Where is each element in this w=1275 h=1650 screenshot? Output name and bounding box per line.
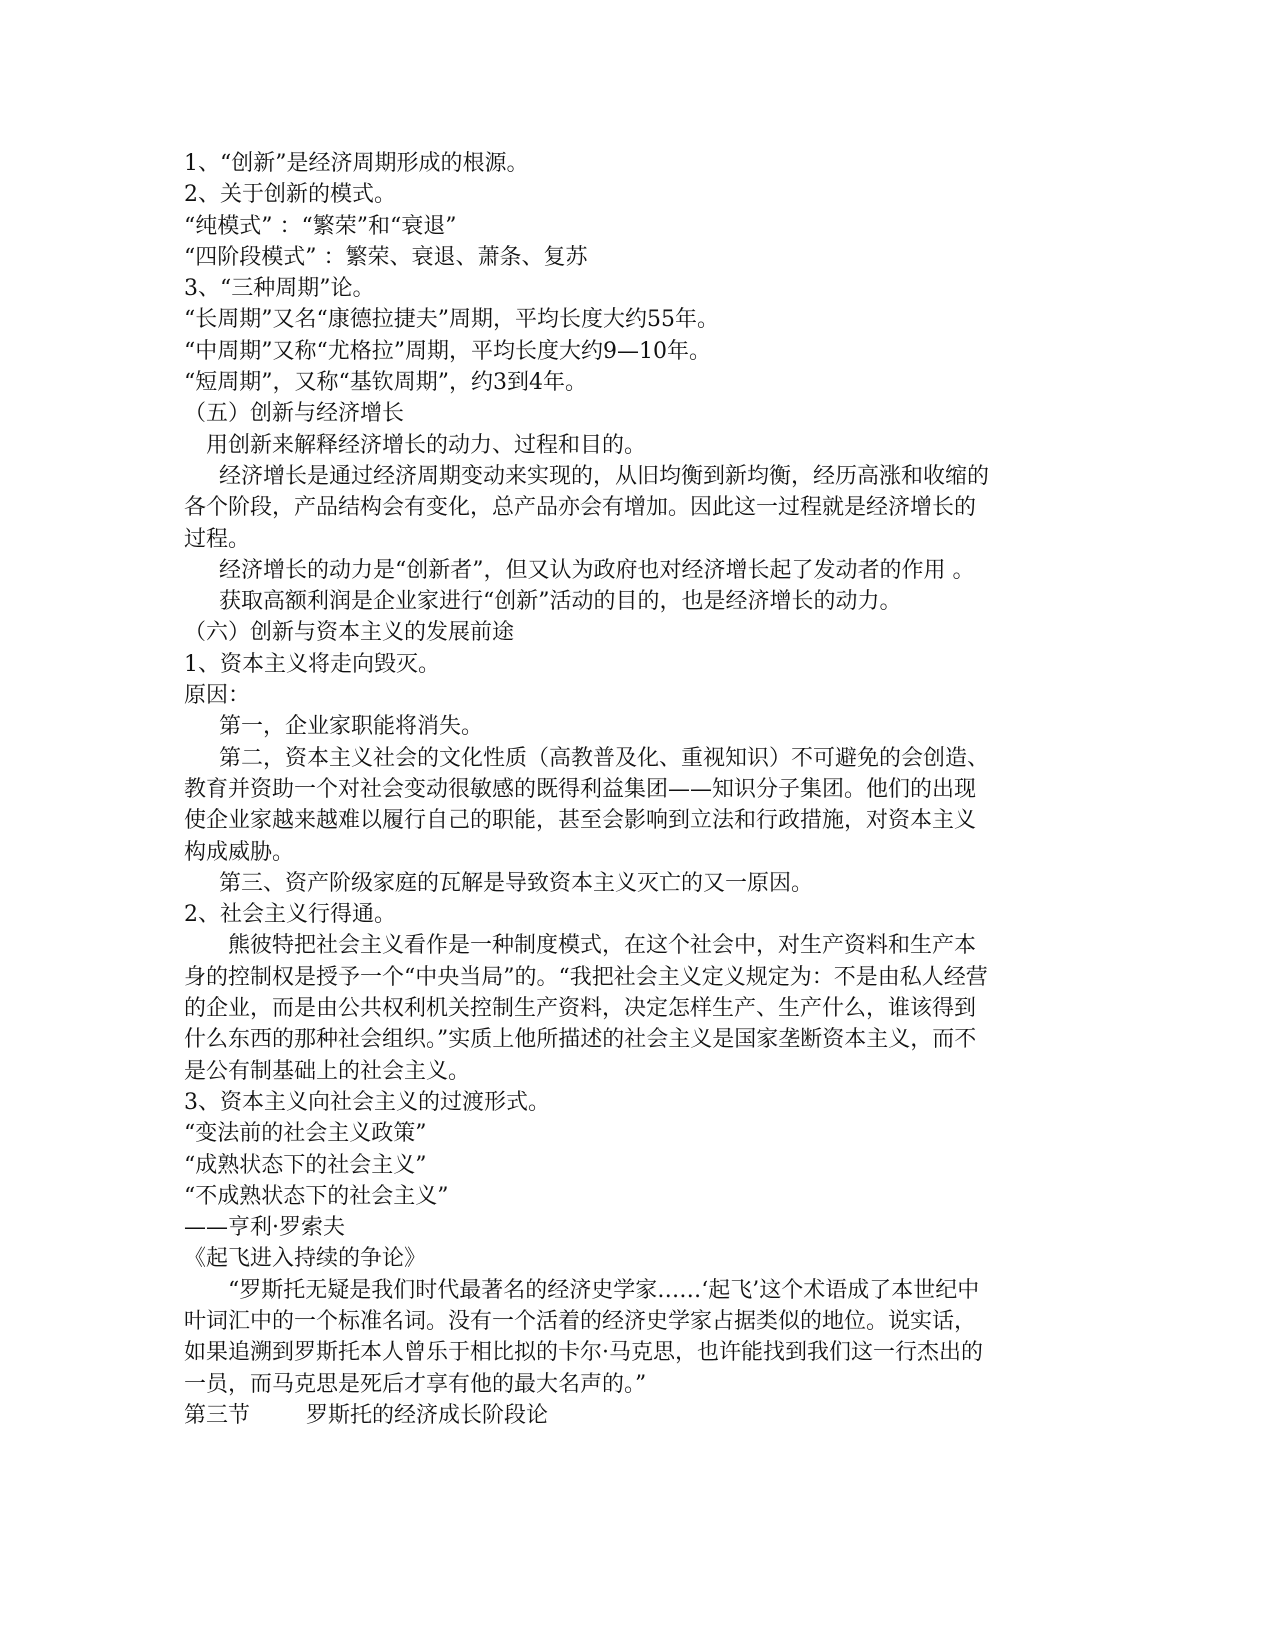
text-line: 第二，资本主义社会的文化性质（高教普及化、重视知识）不可避免的会创造、 bbox=[219, 745, 990, 771]
text-line: 获取高额利润是企业家进行“创新”活动的目的，也是经济增长的动力。 bbox=[219, 589, 902, 615]
text-line: 第三节 罗斯托的经济成长阶段论 bbox=[184, 1402, 548, 1428]
text-line: “成熟状态下的社会主义” bbox=[184, 1152, 427, 1178]
text-line: 原因： bbox=[184, 683, 251, 709]
text-line: 3、“三种周期”论。 bbox=[184, 276, 375, 302]
text-line: 第一，企业家职能将消失。 bbox=[219, 714, 484, 740]
text-line: 经济增长是通过经济周期变动来实现的，从旧均衡到新均衡，经历高涨和收缩的 bbox=[219, 463, 990, 489]
text-line: 是公有制基础上的社会主义。 bbox=[184, 1058, 471, 1084]
text-line: “长周期”又名“康德拉捷夫”周期，平均长度大约55年。 bbox=[184, 307, 719, 333]
text-line: 的企业，而是由公共权利机关控制生产资料，决定怎样生产、生产什么，谁该得到 bbox=[184, 996, 977, 1022]
text-line: “四阶段模式” ：繁荣、衰退、萧条、复苏 bbox=[184, 244, 588, 270]
text-line: 经济增长的动力是“创新者”，但又认为政府也对经济增长起了发动者的作用 。 bbox=[219, 557, 975, 583]
text-line: 如果追溯到罗斯托本人曾乐于相比拟的卡尔·马克思，也许能找到我们这一行杰出的 bbox=[184, 1340, 983, 1366]
text-line: 3、资本主义向社会主义的过渡形式。 bbox=[184, 1089, 550, 1115]
text-line: （五）创新与经济增长 bbox=[184, 401, 405, 427]
text-line: “中周期”又称“尤格拉”周期，平均长度大约9—10年。 bbox=[184, 338, 711, 364]
text-line: （六）创新与资本主义的发展前途 bbox=[184, 620, 515, 646]
text-line: 熊彼特把社会主义看作是一种制度模式，在这个社会中，对生产资料和生产本 bbox=[228, 933, 977, 959]
text-line: 构成威胁。 bbox=[184, 839, 295, 865]
text-line: 一员，而马克思是死后才享有他的最大名声的。” bbox=[184, 1371, 647, 1397]
text-line: 用创新来解释经济增长的动力、过程和目的。 bbox=[206, 432, 647, 458]
text-line: “罗斯托无疑是我们时代最著名的经济史学家……‘起飞’这个术语成了本世纪中 bbox=[228, 1277, 980, 1303]
text-line: “变法前的社会主义政策” bbox=[184, 1121, 427, 1147]
text-line: 使企业家越来越难以履行自己的职能，甚至会影响到立法和行政措施，对资本主义 bbox=[184, 808, 977, 834]
text-line: ——亨利·罗索夫 bbox=[184, 1215, 345, 1241]
text-line: 什么东西的那种社会组织。”实质上他所描述的社会主义是国家垄断资本主义，而不 bbox=[184, 1027, 977, 1053]
text-line: 各个阶段，产品结构会有变化，总产品亦会有增加。因此这一过程就是经济增长的 bbox=[184, 495, 977, 521]
text-line: 身的控制权是授予一个“中央当局”的。“我把社会主义定义规定为：不是由私人经营 bbox=[184, 964, 988, 990]
text-line: “纯模式” ：“繁荣”和“衰退” bbox=[184, 213, 457, 239]
text-line: 第三、资产阶级家庭的瓦解是导致资本主义灭亡的又一原因。 bbox=[219, 870, 814, 896]
text-line: 2、社会主义行得通。 bbox=[184, 902, 396, 928]
text-line: 2、关于创新的模式。 bbox=[184, 182, 396, 208]
text-line: 教育并资助一个对社会变动很敏感的既得利益集团——知识分子集团。他们的出现 bbox=[184, 776, 977, 802]
document-page bbox=[184, 148, 1084, 1431]
text-line: 《起飞进入持续的争论》 bbox=[184, 1246, 427, 1272]
text-line: “短周期”，又称“基钦周期”，约3到4年。 bbox=[184, 370, 587, 396]
text-line: 过程。 bbox=[184, 526, 251, 552]
text-line: 1、资本主义将走向毁灭。 bbox=[184, 651, 440, 677]
text-line: 叶词汇中的一个标准名词。没有一个活着的经济史学家占据类似的地位。说实话， bbox=[184, 1308, 977, 1334]
text-line: “不成熟状态下的社会主义” bbox=[184, 1183, 449, 1209]
text-line: 1、“创新”是经济周期形成的根源。 bbox=[184, 151, 529, 176]
